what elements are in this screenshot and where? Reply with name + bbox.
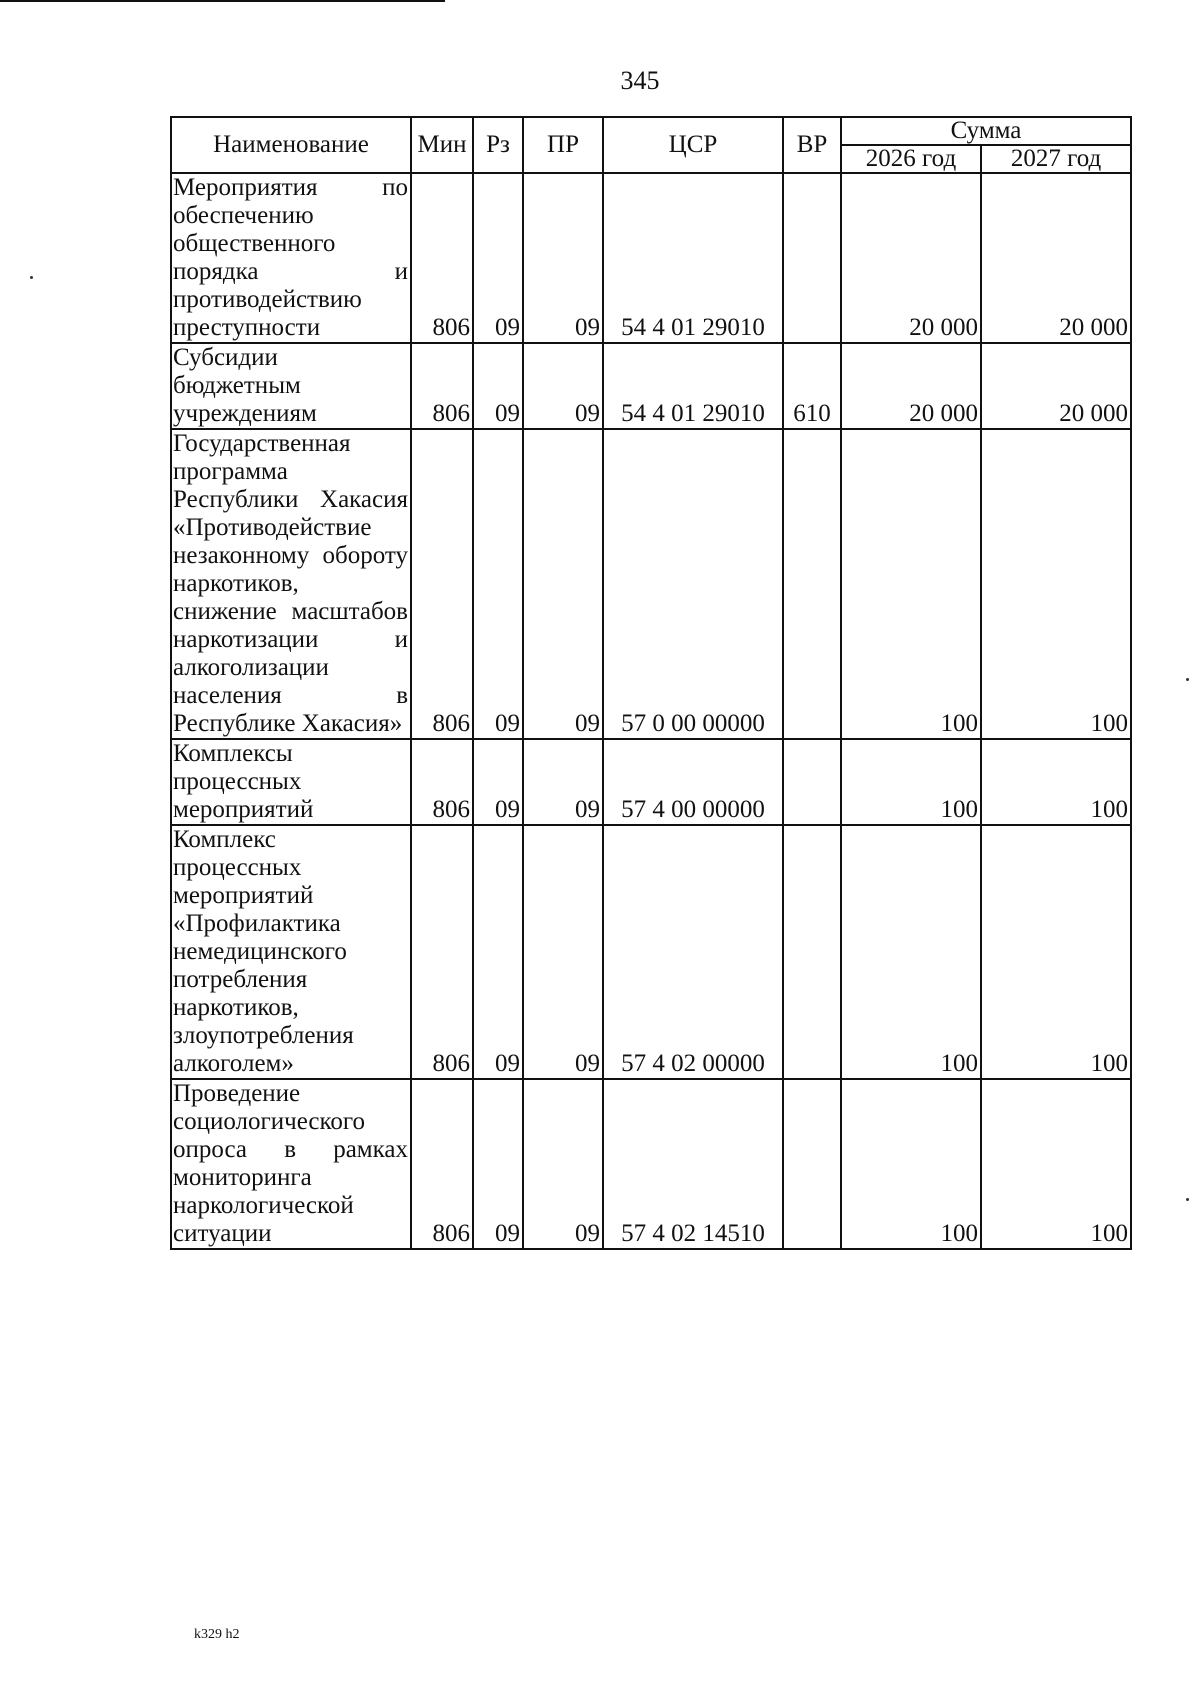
row-csr: 54 4 01 29010	[603, 343, 783, 429]
row-rz: 09	[473, 825, 523, 1079]
row-name: Проведение социологического опроса в рамках мониторинга наркологической ситуации	[171, 1079, 411, 1249]
header-min: Мин	[411, 117, 473, 173]
table-header-row	[171, 117, 1131, 145]
row-sum-2027: 20 000	[981, 173, 1131, 343]
header-csr: ЦСР	[603, 117, 783, 173]
page-number: 345	[620, 66, 660, 95]
row-name: Комплекс процессных мероприятий «Профилактика немедицинского потребления наркотиков, злоупотребления алкоголем»	[171, 825, 411, 1079]
row-name: Субсидии бюджетным учреждениям	[171, 343, 411, 429]
row-rz: 09	[473, 1079, 523, 1249]
row-csr: 57 4 00 00000	[603, 739, 783, 825]
table-row	[171, 739, 1131, 825]
row-name: Комплексы процессных мероприятий	[171, 739, 411, 825]
row-sum-2027: 100	[981, 825, 1131, 1079]
table-row	[171, 1079, 1131, 1249]
row-name: Государственная программа Республики Хакасия «Противодействие незаконному обороту наркотиков, снижение масштабов наркотизации и алкоголизации населения в Республике Хакасия»	[171, 429, 411, 739]
row-min: 806	[411, 343, 473, 429]
budget-table	[170, 116, 1132, 1250]
row-pr: 09	[523, 1079, 603, 1249]
row-min: 806	[411, 1079, 473, 1249]
row-rz: 09	[473, 429, 523, 739]
row-pr: 09	[523, 343, 603, 429]
row-csr: 57 4 02 14510	[603, 1079, 783, 1249]
row-csr: 57 0 00 00000	[603, 429, 783, 739]
header-year-2027: 2027 год	[981, 145, 1131, 173]
row-vr	[783, 429, 841, 739]
row-pr: 09	[523, 173, 603, 343]
footer-code: k329 h2	[194, 1627, 240, 1642]
row-pr: 09	[523, 429, 603, 739]
row-rz: 09	[473, 173, 523, 343]
row-vr: 610	[783, 343, 841, 429]
row-min: 806	[411, 825, 473, 1079]
row-vr	[783, 825, 841, 1079]
header-year-2026: 2026 год	[841, 145, 981, 173]
header-rz: Рз	[473, 117, 523, 173]
row-min: 806	[411, 173, 473, 343]
row-min: 806	[411, 739, 473, 825]
row-sum-2026: 20 000	[841, 343, 981, 429]
scan-speck	[1186, 1198, 1189, 1201]
table-row	[171, 429, 1131, 739]
row-pr: 09	[523, 739, 603, 825]
header-sum: Сумма	[841, 117, 1131, 145]
row-sum-2026: 100	[841, 739, 981, 825]
table-row	[171, 825, 1131, 1079]
row-rz: 09	[473, 343, 523, 429]
row-sum-2027: 100	[981, 739, 1131, 825]
row-sum-2027: 20 000	[981, 343, 1131, 429]
row-sum-2027: 100	[981, 1079, 1131, 1249]
scan-edge-line	[0, 0, 445, 2]
row-sum-2026: 20 000	[841, 173, 981, 343]
row-csr: 57 4 02 00000	[603, 825, 783, 1079]
scan-speck	[1186, 678, 1189, 681]
table-row	[171, 343, 1131, 429]
row-vr	[783, 1079, 841, 1249]
header-name: Наименование	[171, 117, 411, 173]
header-vr: ВР	[783, 117, 841, 173]
row-rz: 09	[473, 739, 523, 825]
row-vr	[783, 739, 841, 825]
table-row	[171, 173, 1131, 343]
row-min: 806	[411, 429, 473, 739]
scan-speck	[30, 276, 33, 279]
header-pr: ПР	[523, 117, 603, 173]
row-sum-2027: 100	[981, 429, 1131, 739]
row-vr	[783, 173, 841, 343]
row-pr: 09	[523, 825, 603, 1079]
row-sum-2026: 100	[841, 1079, 981, 1249]
row-csr: 54 4 01 29010	[603, 173, 783, 343]
row-sum-2026: 100	[841, 825, 981, 1079]
row-sum-2026: 100	[841, 429, 981, 739]
row-name: Мероприятия по обеспечению общественного порядка и противодействию преступности	[171, 173, 411, 343]
